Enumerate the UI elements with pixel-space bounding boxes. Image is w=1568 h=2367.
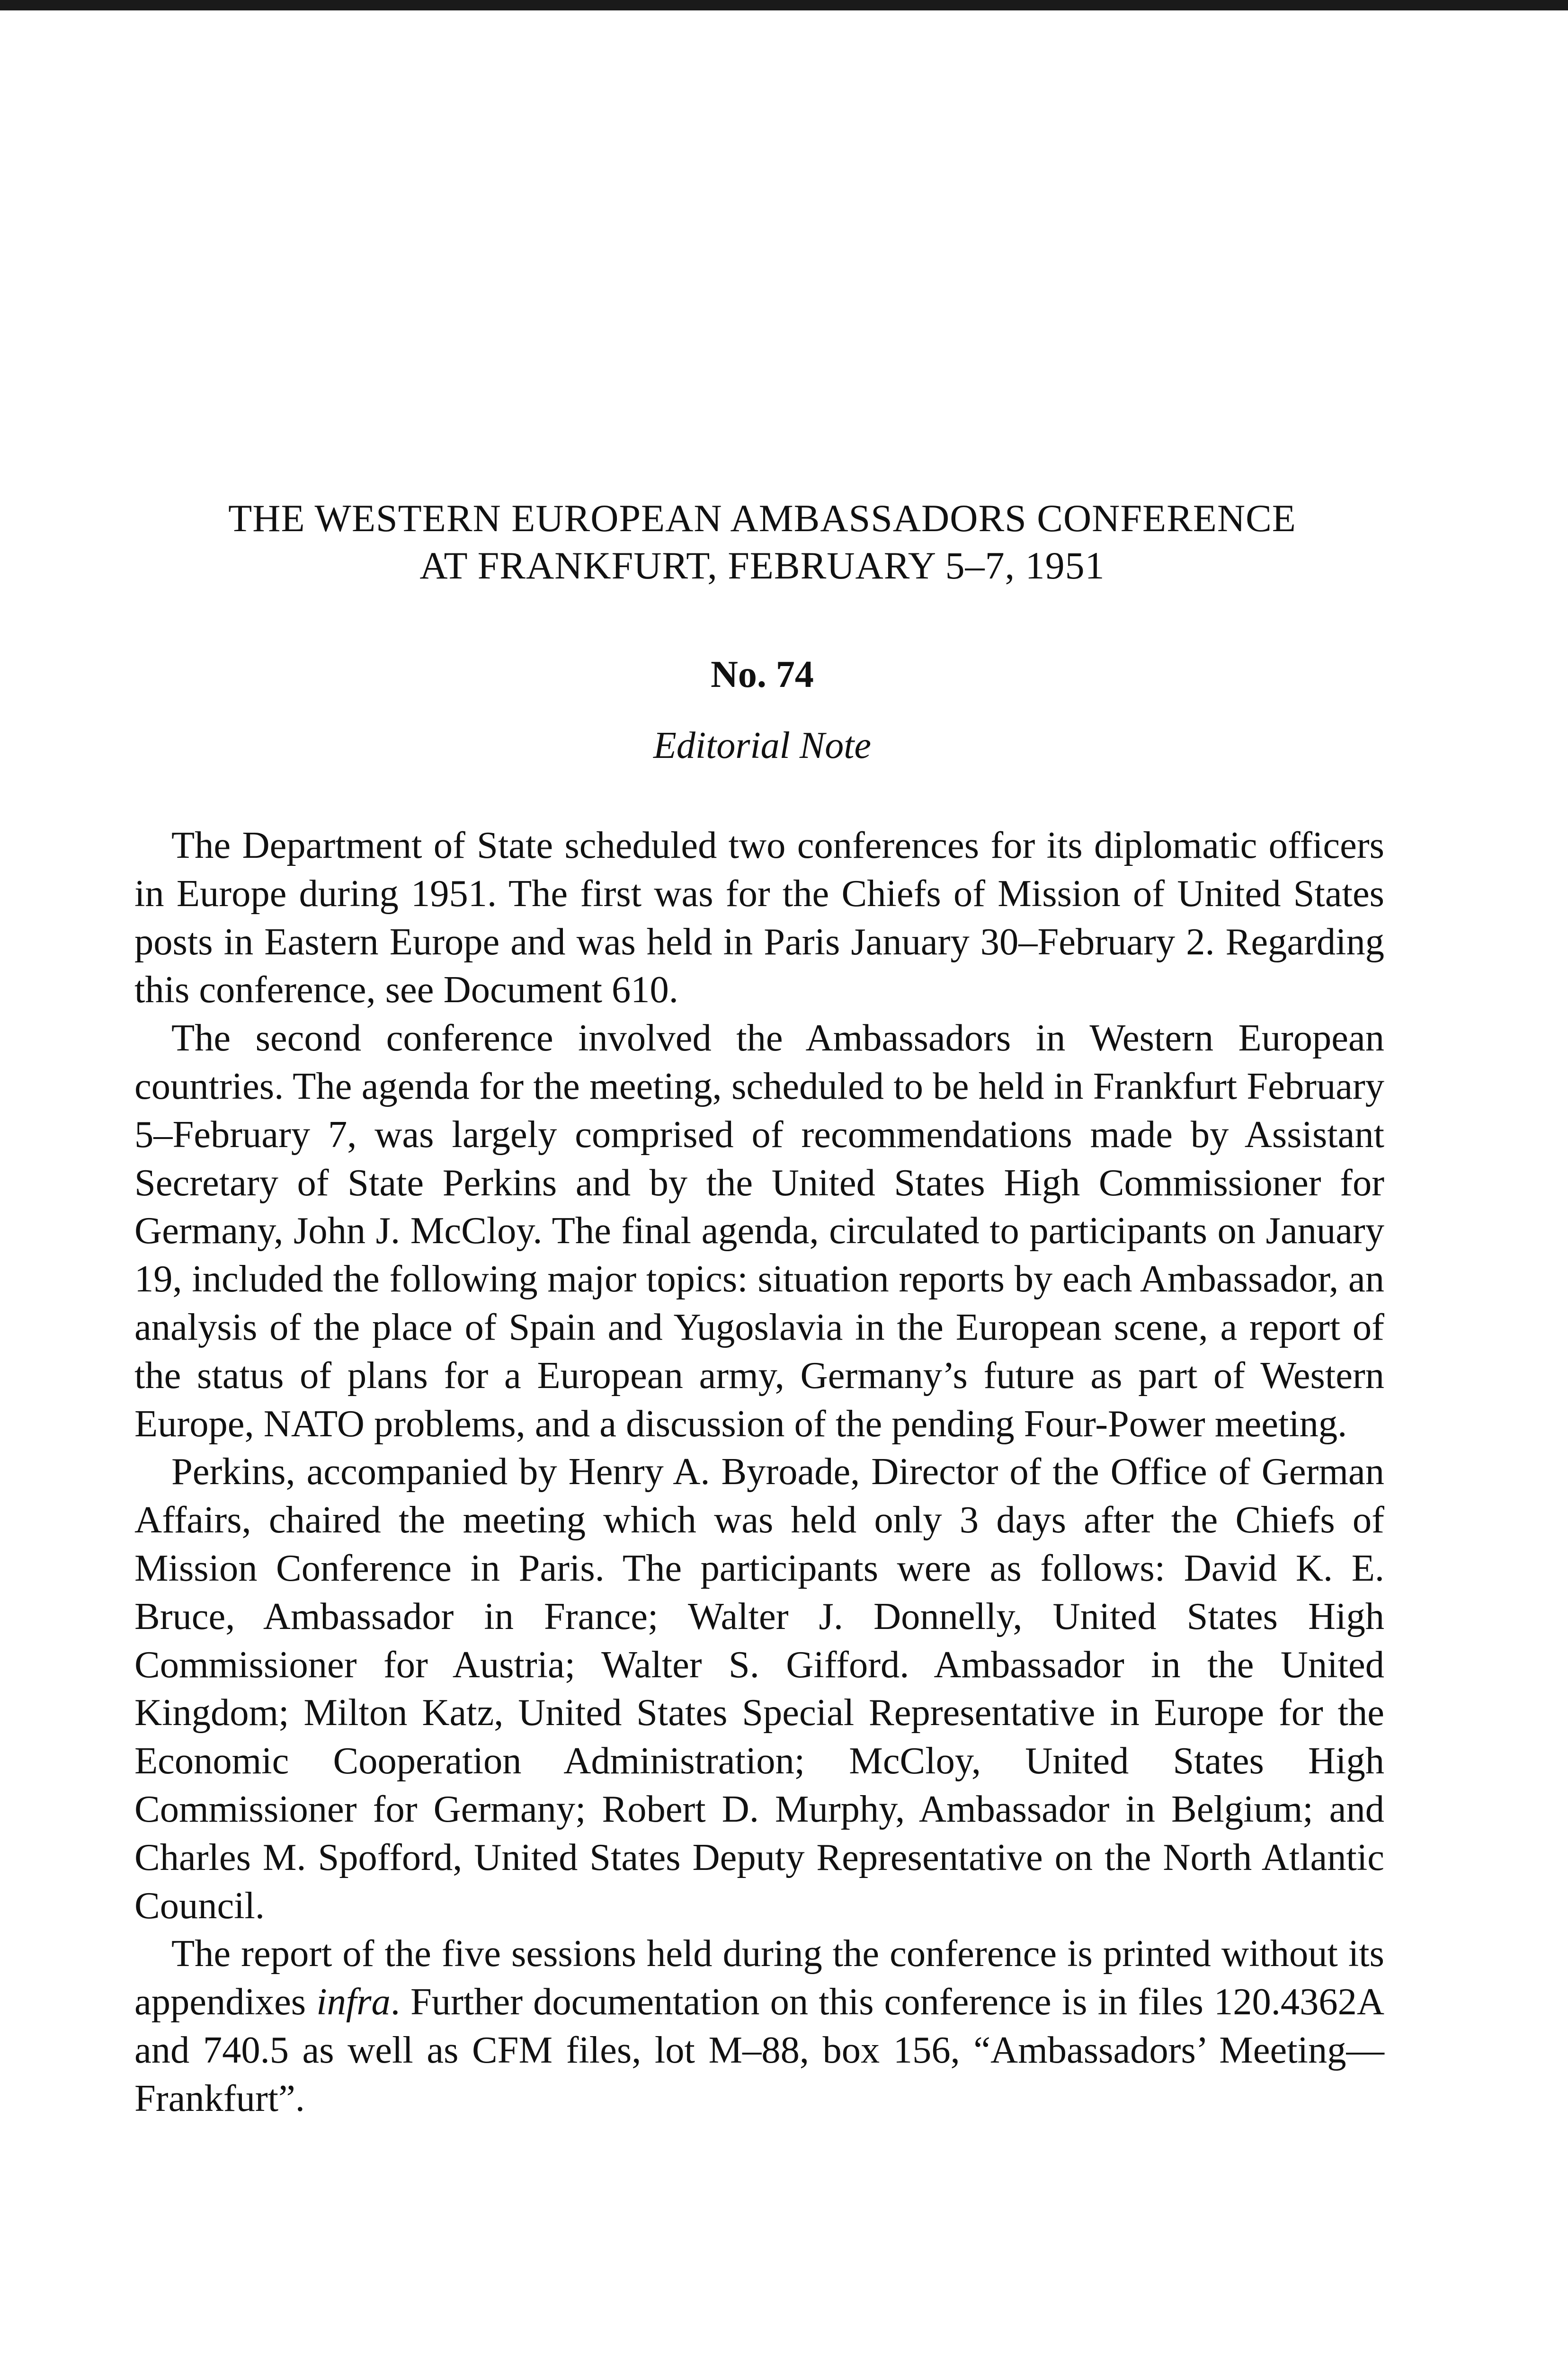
paragraph-text: The report of the five sessions held during the conference is printed without its appendixes (134, 1932, 1384, 2023)
section-heading-line-2: AT FRANKFURT, FEBRUARY 5–7, 1951 (419, 544, 1105, 587)
editorial-note-body (134, 821, 1384, 2123)
document-type: Editorial Note (653, 725, 871, 766)
section-heading (142, 495, 1382, 589)
paragraph: The second conference involved the Ambassadors in Western European countries. The agenda for the meeting, scheduled to be held in Frankfurt February 5–February 7, was largely comprised of recommendations made by Assistant Secretary of State Perkins and by the United States High Commissioner for Germany, John J. McCloy. The final agenda, circulated to participants on January 19, included the following major topics: situation reports by each Ambassador, an analysis of the place of Spain and Yugoslavia in the European scene, a report of the status of plans for a European army, Germany’s future as part of Western Europe, NATO problems, and a discussion of the pending Four-Power meeting. (134, 1017, 1384, 1445)
paragraph-text: . Further documentation on this conference is in files 120.4362A and 740.5 as well as CFM files, lot M–88, box 156, “Ambassadors’ Meeting—Frankfurt”. (134, 1981, 1384, 2119)
paragraph: Perkins, accompanied by Henry A. Byroade, Director of the Office of German Affairs, chaired the meeting which was held only 3 days after the Chiefs of Mission Conference in Paris. The participants were as follows: David K. E. Bruce, Ambassador in France; Walter J. Donnelly, United States High Commissioner for Austria; Walter S. Gifford. Ambassador in the United Kingdom; Milton Katz, United States Special Representative in Europe for the Economic Cooperation Administration; McCloy, United States High Commissioner for Germany; Robert D. Murphy, Ambassador in Belgium; and Charles M. Spofford, United States Deputy Representative on the North Atlantic Council. (134, 1450, 1384, 1927)
document-number: No. 74 (711, 654, 814, 695)
paragraph-last (134, 1930, 1384, 2122)
paragraph: The Department of State scheduled two conferences for its diplomatic officers in Europe during 1951. The first was for the Chiefs of Mission of United States posts in Eastern Europe and was held in Paris January 30–February 2. Regarding this conference, see Document 610. (134, 824, 1384, 1011)
italic-term: infra (316, 1981, 391, 2023)
section-heading-line-1: THE WESTERN EUROPEAN AMBASSADORS CONFERENCE (228, 497, 1296, 540)
